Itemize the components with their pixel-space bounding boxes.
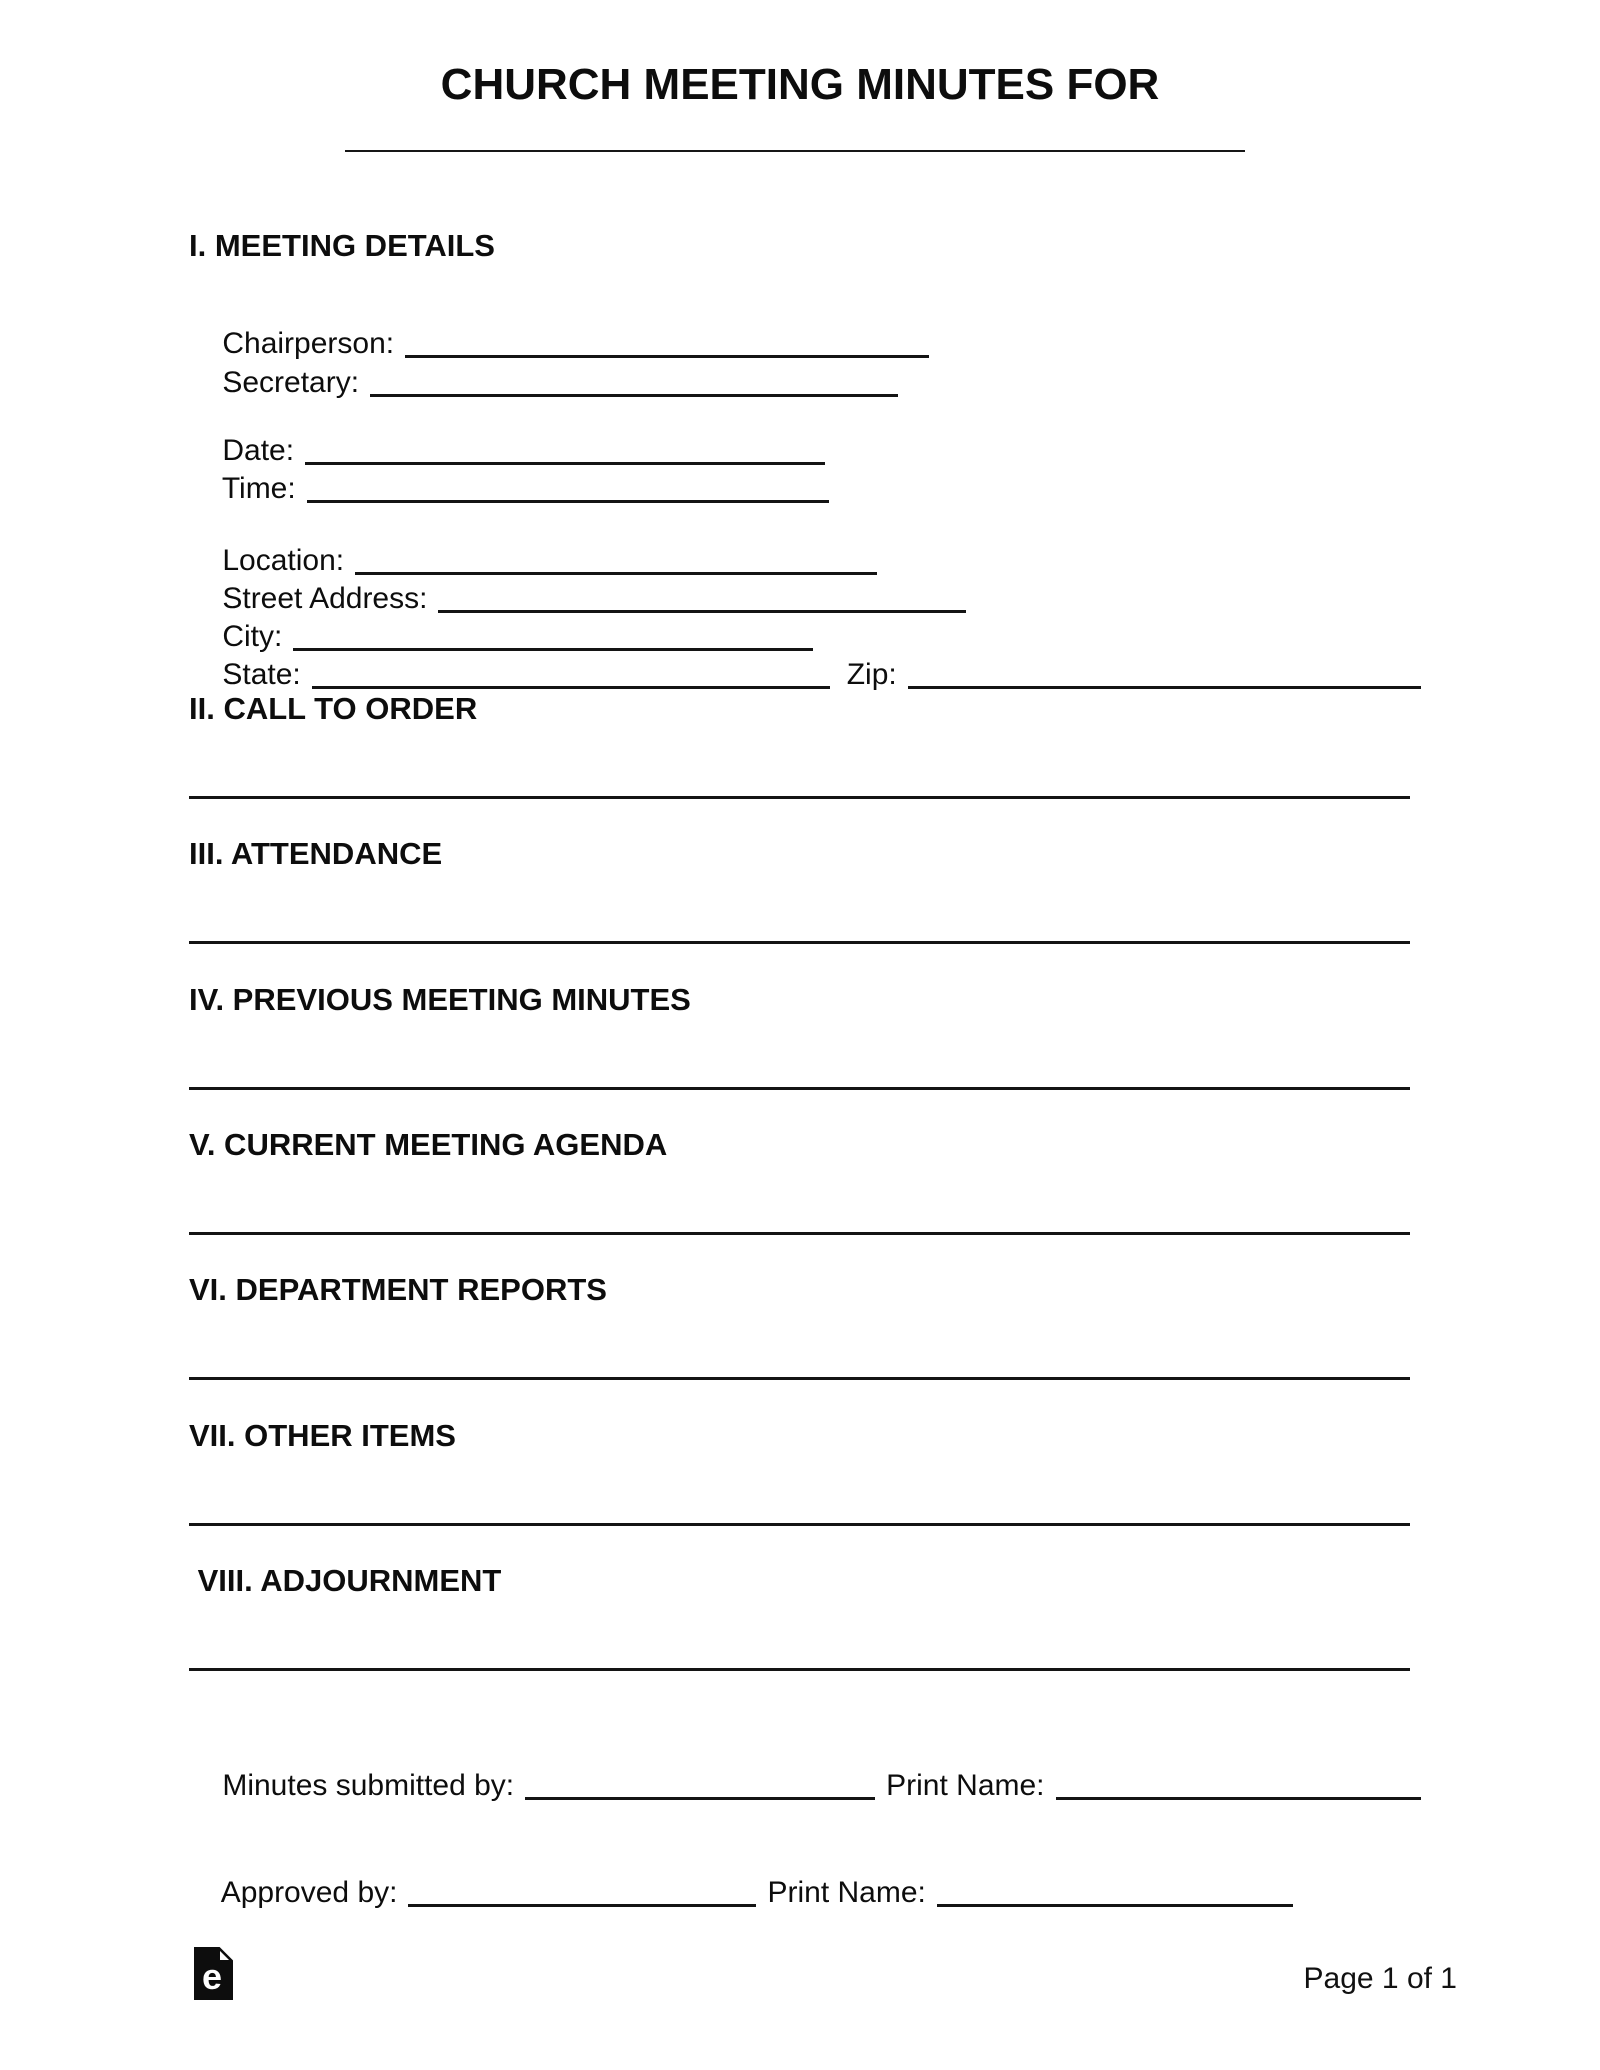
section-heading-call-to-order: II. CALL TO ORDER (189, 691, 478, 726)
submitted-print-name-blank-line (1056, 1797, 1421, 1800)
eforms-logo-icon (194, 1947, 233, 2000)
section-heading-department-reports: VI. DEPARTMENT REPORTS (189, 1272, 607, 1307)
time-blank-line (307, 500, 829, 503)
current-meeting-agenda-blank-line (189, 1232, 1410, 1235)
approved-print-name-blank-line (937, 1904, 1293, 1907)
secretary-blank-line (370, 394, 898, 397)
location-label: Location: (222, 544, 345, 577)
street-address-label: Street Address: (222, 582, 428, 615)
title-blank-line (345, 150, 1245, 152)
section-heading-previous-meeting-minutes: IV. PREVIOUS MEETING MINUTES (189, 982, 691, 1017)
logo-letter: e (201, 1956, 223, 1997)
approved-print-name-label: Print Name: (767, 1876, 926, 1909)
approved-by-label: Approved by: (220, 1876, 398, 1909)
department-reports-blank-line (189, 1377, 1410, 1380)
minutes-submitted-row (189, 1741, 1421, 1831)
secretary-label: Secretary: (222, 366, 360, 399)
chairperson-label: Chairperson: (222, 327, 395, 360)
state-label: State: (222, 658, 301, 691)
other-items-blank-line (189, 1523, 1410, 1526)
submitted-print-name-label: Print Name: (886, 1769, 1045, 1802)
attendance-blank-line (189, 941, 1410, 944)
time-label: Time: (221, 472, 296, 505)
date-label: Date: (222, 434, 295, 467)
minutes-submitted-blank-line (525, 1797, 875, 1800)
state-blank-line (312, 686, 830, 689)
document-title: CHURCH MEETING MINUTES FOR (440, 60, 1160, 109)
zip-label: Zip: (846, 658, 897, 691)
section-heading-current-meeting-agenda: V. CURRENT MEETING AGENDA (189, 1127, 668, 1162)
section-heading-attendance: III. ATTENDANCE (189, 836, 443, 871)
page-indicator: Page 1 of 1 (1303, 1962, 1457, 1995)
call-to-order-blank-line (189, 796, 1410, 799)
city-label: City: (222, 620, 283, 653)
previous-meeting-minutes-blank-line (189, 1087, 1410, 1090)
approved-by-row (189, 1848, 1293, 1938)
section-heading-adjournment: VIII. ADJOURNMENT (189, 1563, 502, 1598)
zip-blank-line (908, 686, 1421, 689)
adjournment-blank-line (189, 1668, 1410, 1671)
minutes-submitted-label: Minutes submitted by: (222, 1769, 515, 1802)
approved-by-blank-line (408, 1904, 756, 1907)
section-heading-meeting-details: I. MEETING DETAILS (189, 228, 495, 263)
section-heading-other-items: VII. OTHER ITEMS (189, 1418, 456, 1453)
